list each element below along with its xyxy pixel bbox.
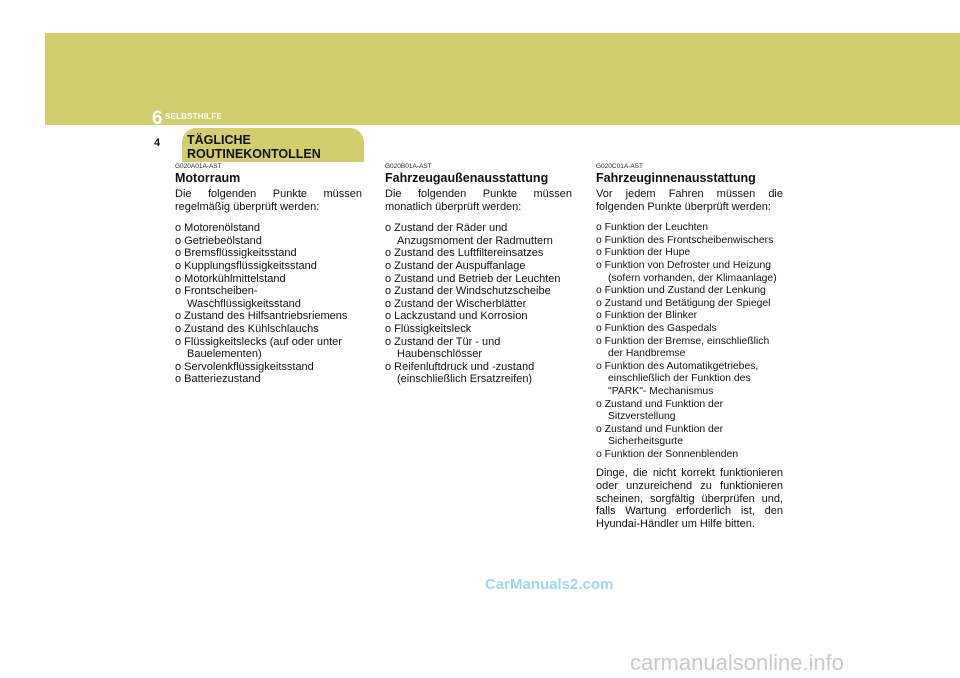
list-item: o Funktion der Leuchten xyxy=(596,222,709,234)
check-list xyxy=(385,222,572,386)
list-item: o Zustand und Funktion der Sitzverstellung xyxy=(596,398,724,423)
list-item: o Reifenluftdruck und -zustand (einschließlich Ersatzreifen) xyxy=(385,360,535,386)
list-item: o Motorenölstand xyxy=(175,222,260,235)
column-heading: Fahrzeuginnenausstattung xyxy=(596,171,756,185)
section-title-line1: TÄGLICHE xyxy=(187,133,251,147)
list-item: o Funktion der Blinker xyxy=(596,310,698,322)
list-item: o Servolenkflüssigkeitsstand xyxy=(175,360,314,373)
list-item: o Zustand des Kühlschlauchs xyxy=(175,322,319,335)
section-title xyxy=(187,133,321,161)
list-item: o Funktion und Zustand der Lenkung xyxy=(596,285,766,297)
list-item: o Zustand und Betätigung der Spiegel xyxy=(596,297,771,309)
list-item: o Getriebeölstand xyxy=(175,234,262,247)
list-item: o Zustand der Räder und Anzugsmoment der Radmuttern xyxy=(385,222,553,247)
column-intro: Vor jedem Fahren müssen die folgenden Punkte überprüft werden: xyxy=(596,188,783,213)
site-logo-link[interactable]: CarManuals2.com xyxy=(485,576,614,593)
column-closing: Dinge, die nicht korrekt funktionieren oder unzureichend zu funktionieren scheinen, sorgfältig überprüfen und, falls Wartung erforderlich ist, den Hyundai-Händler um Hilfe bitten. xyxy=(596,467,783,530)
list-item: o Bremsflüssigkeitsstand xyxy=(175,247,297,260)
section-code: G020C01A-AST xyxy=(596,163,643,170)
section-code: G020A01A-AST xyxy=(175,163,222,170)
column-interior xyxy=(596,163,783,539)
list-item: o Zustand der Wischerblätter xyxy=(385,297,527,310)
list-item: o Lackzustand und Korrosion xyxy=(385,310,528,323)
column-intro: Die folgenden Punkte müssen monatlich überprüft werden: xyxy=(385,188,572,213)
list-item: o Flüssigkeitsleck xyxy=(385,322,472,335)
list-item: o Funktion der Sonnenblenden xyxy=(596,448,739,460)
column-engine-bay xyxy=(175,163,362,386)
chapter-number: 6 xyxy=(152,108,163,129)
column-heading: Motorraum xyxy=(175,171,241,185)
page-number: 4 xyxy=(154,137,161,149)
list-item: o Funktion von Defroster und Heizung (sofern vorhanden, der Klimaanlage) xyxy=(596,259,777,284)
list-item: o Zustand der Tür - und Haubenschlösser xyxy=(385,335,501,361)
list-item: o Zustand und Funktion der Sicherheitsgurte xyxy=(596,423,724,448)
list-item: o Zustand der Auspuffanlage xyxy=(385,259,526,272)
column-intro: Die folgenden Punkte müssen regelmäßig überprüft werden: xyxy=(175,188,362,213)
chapter-title: SELBSTHILFE xyxy=(165,112,222,121)
list-item: o Funktion der Hupe xyxy=(596,247,691,259)
list-item: o Flüssigkeitslecks (auf oder unter Bauelementen) xyxy=(175,335,342,361)
list-item: o Batteriezustand xyxy=(175,373,261,386)
list-item: o Zustand des Luftfiltereinsatzes xyxy=(385,247,544,260)
check-list xyxy=(175,222,362,386)
list-item: o Frontscheiben- Waschflüssigkeitsstand xyxy=(175,285,301,310)
list-item: o Funktion der Bremse, einschließlich der Handbremse xyxy=(596,335,770,360)
list-item: o Kupplungsflüssigkeitsstand xyxy=(175,259,317,272)
list-item: o Zustand der Windschutzscheibe xyxy=(385,285,551,298)
section-title-line2: ROUTINEKONTOLLEN xyxy=(187,147,321,161)
check-list xyxy=(596,222,783,461)
list-item: o Funktion des Gaspedals xyxy=(596,322,717,334)
watermark: carmanualsonline.info xyxy=(630,650,845,675)
section-code: G020B01A-AST xyxy=(385,163,432,170)
column-heading: Fahrzeugaußenausstattung xyxy=(385,171,549,185)
list-item: o Zustand des Hilfsantriebsriemens xyxy=(175,310,348,323)
column-exterior xyxy=(385,163,572,386)
list-item: o Funktion des Frontscheibenwischers xyxy=(596,234,774,246)
list-item: o Motorkühlmittelstand xyxy=(175,272,286,285)
list-item: o Funktion des Automatikgetriebes, einschließlich der Funktion des "PARK"- Mechanismus xyxy=(596,360,759,397)
list-item: o Zustand und Betrieb der Leuchten xyxy=(385,272,561,285)
